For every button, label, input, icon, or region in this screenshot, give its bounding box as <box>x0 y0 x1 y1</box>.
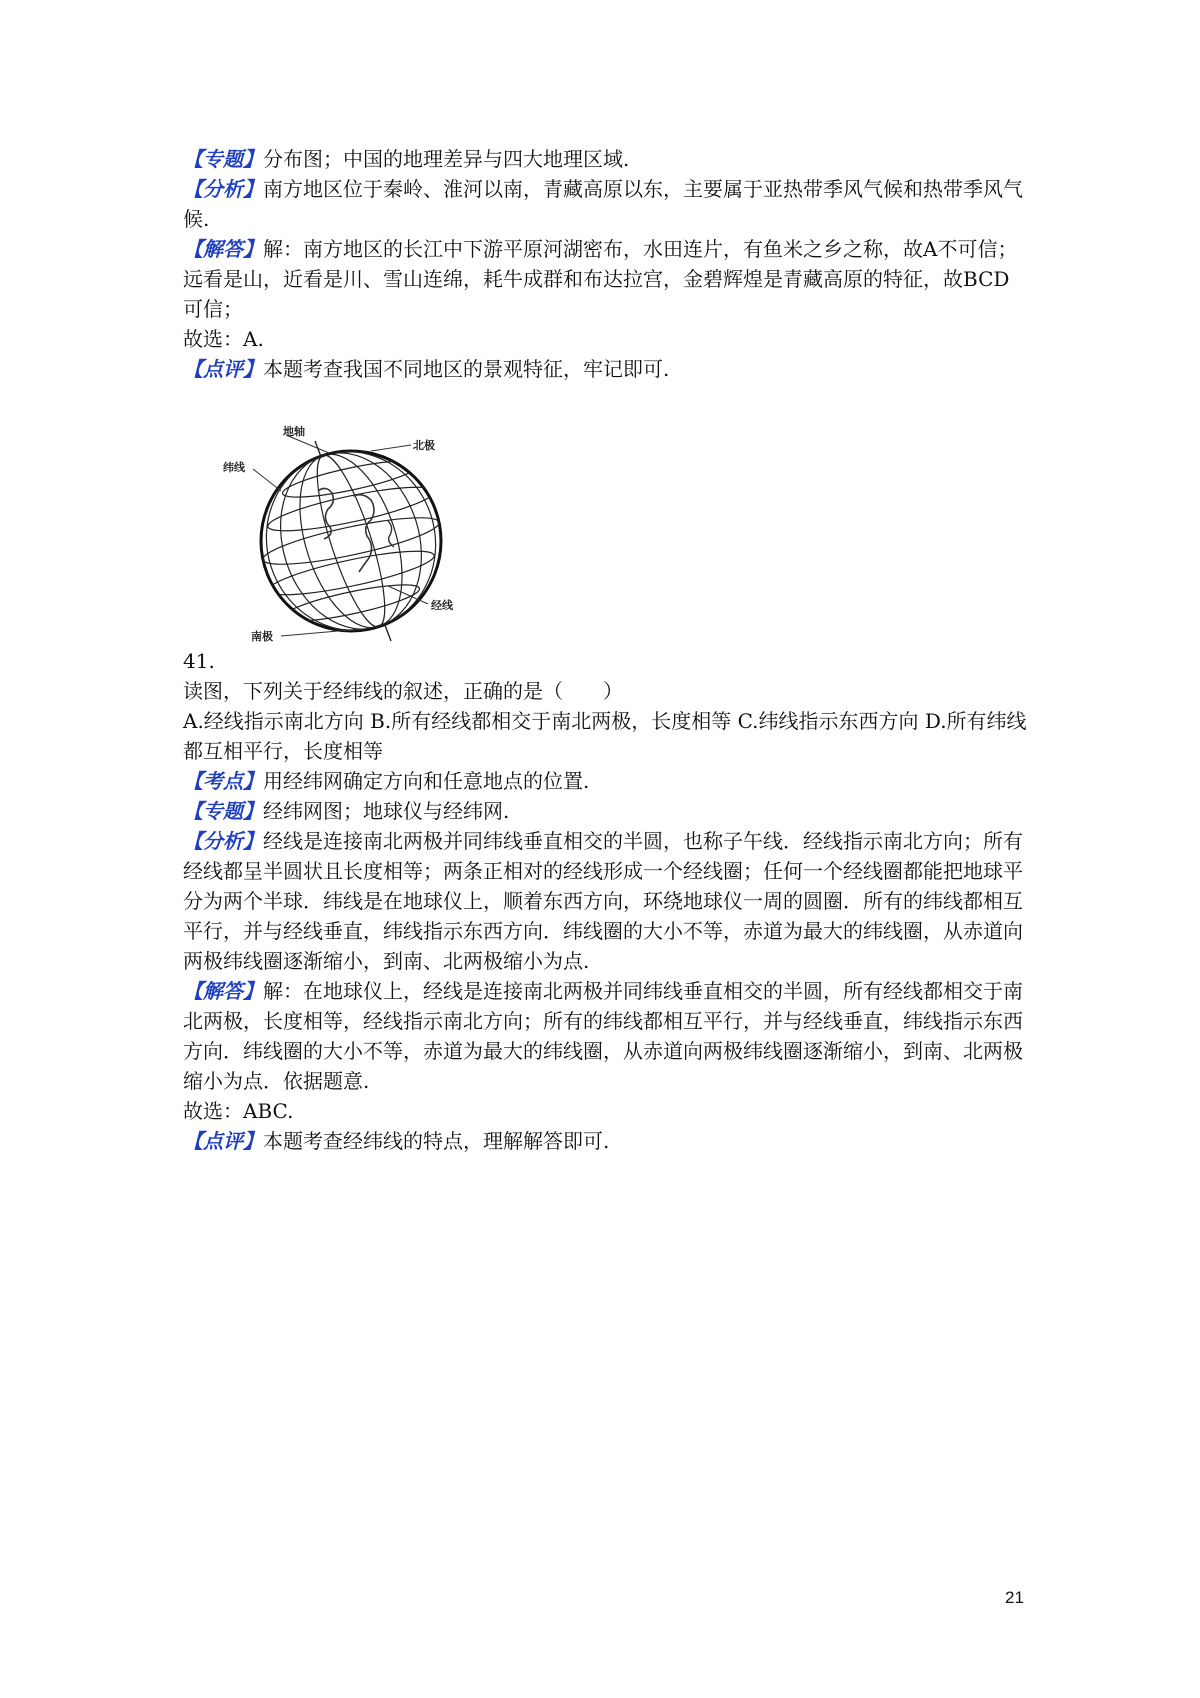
kaodian-tag: 【考点】 <box>183 769 263 793</box>
answer-text: 故选：A. <box>183 327 264 351</box>
jieda-text: 解：南方地区的长江中下游平原河湖密布，水田连片，有鱼米之乡之称，故A不可信； <box>263 237 1018 261</box>
question-stem: 读图，下列关于经纬线的叙述，正确的是（ ） <box>183 679 623 703</box>
zhuanti-tag: 【专题】 <box>183 147 263 171</box>
label-axis: 地轴 <box>283 426 305 438</box>
jieda-paragraph <box>183 234 1029 264</box>
jieda-text-2: 远看是山，近看是川、雪山连绵，耗牛成群和布达拉宫，金碧辉煌是青藏高原的特征，故BCD可信； <box>183 267 1010 321</box>
question-text <box>183 676 1029 706</box>
answer-text-41: 故选：ABC. <box>183 1099 294 1123</box>
fenxi-paragraph <box>183 174 1029 234</box>
jieda-tag: 【解答】 <box>183 237 263 261</box>
answer-line-41 <box>183 1096 1029 1126</box>
dianping-text-41: 本题考查经纬线的特点，理解解答即可. <box>263 1129 610 1153</box>
answer-line <box>183 324 1029 354</box>
options-text: A.经线指示南北方向 B.所有经线都相交于南北两极，长度相等 C.纬线指示东西方向 D.所有纬线都互相平行，长度相等 <box>183 709 1027 763</box>
label-latitude: 纬线 <box>223 462 245 474</box>
fenxi-paragraph-41 <box>183 826 1029 976</box>
dianping-tag: 【点评】 <box>183 357 263 381</box>
jieda-tag-41: 【解答】 <box>183 979 263 1003</box>
jieda-paragraph-41 <box>183 976 1029 1096</box>
label-north-pole: 北极 <box>413 440 435 452</box>
kaodian-paragraph <box>183 766 1029 796</box>
kaodian-text: 用经纬网确定方向和任意地点的位置. <box>263 769 590 793</box>
zhuanti-tag-41: 【专题】 <box>183 799 263 823</box>
globe-figure <box>223 421 473 646</box>
dianping-tag-41: 【点评】 <box>183 1129 263 1153</box>
fenxi-tag-41: 【分析】 <box>183 829 263 853</box>
fenxi-text: 南方地区位于秦岭、淮河以南，青藏高原以东，主要属于亚热带季风气候和热带季风气候. <box>183 177 1023 231</box>
globe-figure-block <box>183 421 1029 676</box>
fenxi-tag: 【分析】 <box>183 177 263 201</box>
zhuanti-paragraph <box>183 144 1029 174</box>
zhuanti-text: 分布图；中国的地理差异与四大地理区域. <box>263 147 630 171</box>
zhuanti-text-41: 经纬网图；地球仪与经纬网. <box>263 799 510 823</box>
jieda-text-41: 解：在地球仪上，经线是连接南北两极并同纬线垂直相交的半圆，所有经线都相交于南北两极，长度相等，经线指示南北方向；所有的纬线都相互平行，并与经线垂直，纬线指示东西方向．纬线圈的大小不等，赤道为最大的纬线圈，从赤道向两极纬线圈逐渐缩小，到南、北两极缩小为点．依据题意. <box>183 979 1023 1093</box>
jieda-paragraph-2 <box>183 264 1029 324</box>
dianping-paragraph-41 <box>183 1126 1029 1156</box>
page-number: 21 <box>1005 1588 1024 1607</box>
fenxi-text-41: 经线是连接南北两极并同纬线垂直相交的半圆，也称子午线．经线指示南北方向；所有经线都呈半圆状且长度相等；两条正相对的经线形成一个经线圈；任何一个经线圈都能把地球平分为两个半球．纬线是在地球仪上，顺着东西方向，环绕地球仪一周的圆圈．所有的纬线都相互平行，并与经线垂直，纬线指示东西方向．纬线圈的大小不等，赤道为最大的纬线圈，从赤道向两极纬线圈逐渐缩小，到南、北两极缩小为点. <box>183 829 1023 973</box>
dianping-text: 本题考查我国不同地区的景观特征，牢记即可. <box>263 357 670 381</box>
label-south-pole: 南极 <box>251 631 273 643</box>
question-number: 41. <box>183 649 215 673</box>
zhuanti-paragraph-41 <box>183 796 1029 826</box>
page-content <box>183 144 1029 1156</box>
label-longitude: 经线 <box>431 600 453 612</box>
dianping-paragraph <box>183 354 1029 384</box>
question-options <box>183 706 1029 766</box>
